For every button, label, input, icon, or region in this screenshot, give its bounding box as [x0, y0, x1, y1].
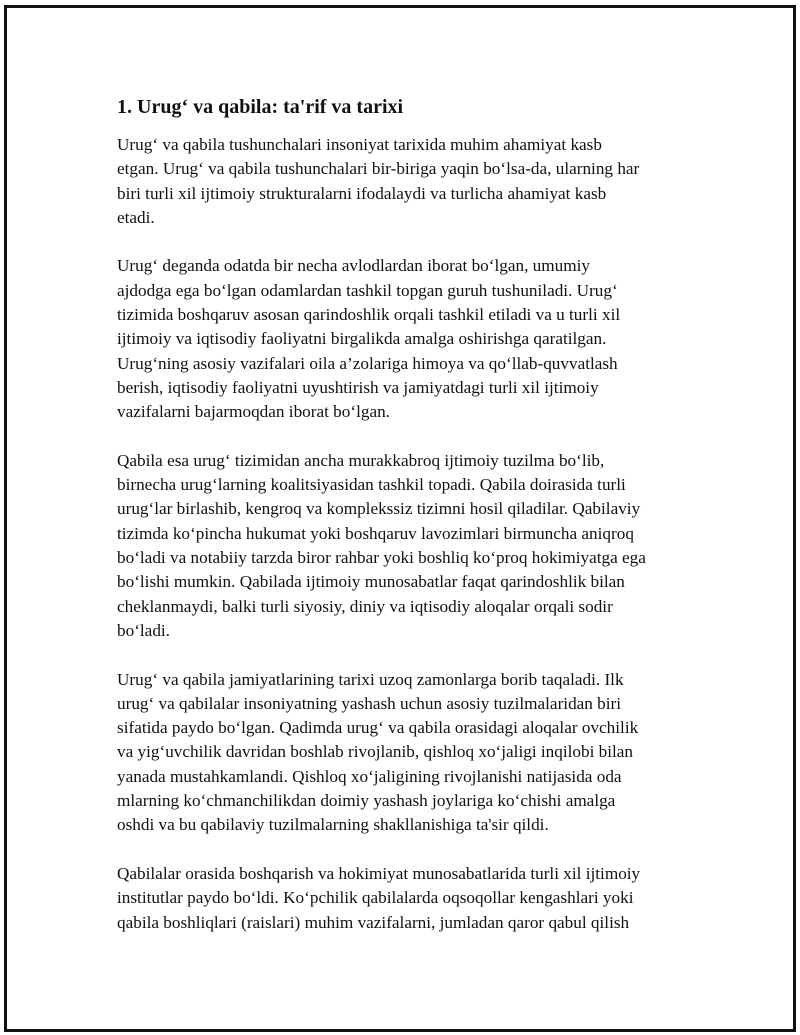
text-line: institutlar paydo boʻldi. Koʻpchilik qabilalarda oqsoqollar kengashlari yoki: [117, 888, 634, 908]
text-line: va yigʻuvchilik davridan boshlab rivojlanib, qishloq xoʻjaligi inqilobi bilan: [117, 742, 634, 762]
paragraph-1: [117, 133, 692, 230]
text-line: birnecha urugʻlarning koalitsiyasidan tashkil topadi. Qabila doirasida turli: [117, 475, 626, 495]
text-line: Urugʻ deganda odatda bir necha avlodlardan iborat boʻlgan, umumiy: [117, 256, 590, 276]
text-line: tizimida boshqaruv asosan qarindoshlik orqali tashkil etiladi va u turli xil: [117, 305, 621, 325]
text-line: berish, iqtisodiy faoliyatni uyushtirish va jamiyatdagi turli xil ijtimoiy: [117, 377, 599, 397]
section-heading: 1. Urugʻ va qabila: ta'rif va tarixi: [117, 96, 404, 118]
text-line: cheklanmaydi, balki turli siyosiy, diniy va iqtisodiy aloqalar orqali sodir: [117, 596, 613, 616]
paragraph-2: [117, 254, 692, 424]
text-line: urugʻlar birlashib, kengroq va komplekssiz tizimni hosil qiladilar. Qabilaviy: [117, 499, 641, 519]
text-line: Urugʻ va qabila tushunchalari insoniyat tarixida muhim ahamiyat kasb: [117, 135, 602, 154]
text-line: boʻladi.: [117, 620, 170, 640]
text-line: vazifalarni bajarmoqdan iborat boʻlgan.: [117, 402, 390, 422]
text-line: Qabilalar orasida boshqarish va hokimiyat munosabatlarida turli xil ijtimoiy: [117, 863, 641, 883]
text-line: boʻladi va notabiiy tarzda biror rahbar yoki boshliq koʻproq hokimiyatga ega: [117, 548, 646, 568]
text-line: urugʻ va qabilalar insoniyatning yashash uchun asosiy tuzilmalaridan biri: [117, 693, 622, 713]
document-body: [117, 94, 692, 959]
text-line: qabila boshliqlari (raislari) muhim vazifalarni, jumladan qaror qabul qilish: [117, 912, 630, 932]
paragraph-4: [117, 668, 692, 838]
text-line: Urugʻning asosiy vazifalari oila a’zolariga himoya va qoʻllab-quvvatlash: [117, 353, 618, 373]
text-line: etgan. Urugʻ va qabila tushunchalari bir-biriga yaqin boʻlsa-da, ularning har: [117, 159, 640, 179]
text-line: Qabila esa urugʻ tizimidan ancha murakkabroq ijtimoiy tuzilma boʻlib,: [117, 450, 605, 470]
text-line: ijtimoiy va iqtisodiy faoliyatni birgalikda amalga oshirishga qaratilgan.: [117, 329, 607, 349]
text-line: etadi.: [117, 207, 155, 227]
text-line: oshdi va bu qabilaviy tuzilmalarning shakllanishiga ta'sir qildi.: [117, 815, 549, 835]
text-line: tizimda koʻpincha hukumat yoki boshqaruv lavozimlari birmuncha aniqroq: [117, 523, 634, 543]
paragraph-3: [117, 449, 692, 643]
text-line: biri turli xil ijtimoiy strukturalarni ifodalaydi va turlicha ahamiyat kasb: [117, 183, 607, 203]
text-line: Urugʻ va qabila jamiyatlarining tarixi uzoq zamonlarga borib taqaladi. Ilk: [117, 669, 624, 689]
text-line: yanada mustahkamlandi. Qishloq xoʻjaligining rivojlanishi natijasida oda: [117, 766, 622, 786]
text-line: boʻlishi mumkin. Qabilada ijtimoiy munosabatlar faqat qarindoshlik bilan: [117, 572, 625, 592]
text-line: sifatida paydo boʻlgan. Qadimda urugʻ va qabila orasidagi aloqalar ovchilik: [117, 718, 639, 738]
paragraph-5: [117, 862, 692, 935]
text-line: mlarning koʻchmanchilikdan doimiy yashash joylariga koʻchishi amalga: [117, 791, 616, 811]
text-line: ajdodga ega boʻlgan odamlardan tashkil topgan guruh tushuniladi. Urugʻ: [117, 280, 618, 300]
